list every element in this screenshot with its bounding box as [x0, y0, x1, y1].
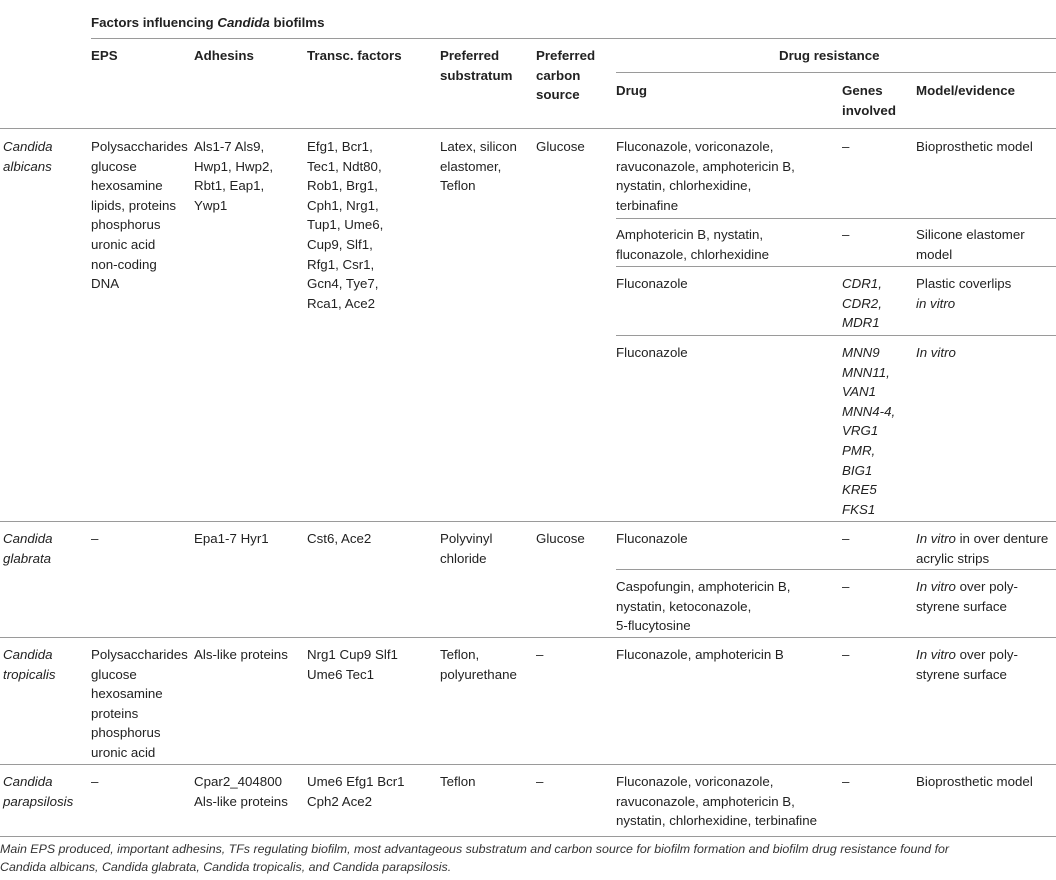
- albicans-eps: Polysaccharides glucose hexosamine lipids, proteins phosphorus uronic acid non-coding DNA: [91, 139, 188, 292]
- tropicalis-model-1: In vitro over poly- styrene surface: [916, 647, 1018, 682]
- albicans-genes-3: CDR1, CDR2, MDR1: [842, 276, 882, 331]
- parapsilosis-model-1: Bioprosthetic model: [916, 774, 1033, 789]
- header-drug: Drug: [616, 83, 648, 98]
- albicans-substratum: Latex, silicon elastomer, Teflon: [440, 139, 517, 194]
- header-transcription-factors: Transc. factors: [307, 48, 402, 63]
- albicans-drug-4: Fluconazole: [616, 345, 688, 360]
- albicans-transcription-factors: Efg1, Bcr1, Tec1, Ndt80, Rob1, Brg1, Cph1, Nrg1, Tup1, Ume6, Cup9, Slf1, Rfg1, Csr1, Gcn4, Tye7, Rca1, Ace2: [307, 139, 384, 311]
- glabrata-drug-1: Fluconazole: [616, 531, 688, 546]
- rule-header-bottom: [0, 128, 1056, 129]
- glabrata-genes-2: –: [842, 579, 850, 594]
- parapsilosis-transcription-factors: Ume6 Efg1 Bcr1 Cph2 Ace2: [307, 774, 405, 809]
- parapsilosis-eps: –: [91, 774, 99, 789]
- tropicalis-adhesins: Als-like proteins: [194, 647, 288, 662]
- header-genes: Genes involved: [842, 83, 896, 118]
- rule-albicans-end: [0, 521, 1056, 522]
- header-eps: EPS: [91, 48, 118, 63]
- rule-albicans-sub-1: [616, 218, 1056, 219]
- albicans-model-4: In vitro: [916, 345, 956, 360]
- parapsilosis-substratum: Teflon: [440, 774, 476, 789]
- tropicalis-genes-1: –: [842, 647, 850, 662]
- albicans-model-2: Silicone elastomer model: [916, 227, 1025, 262]
- glabrata-carbon-source: Glucose: [536, 531, 585, 546]
- rule-glabrata-end: [0, 637, 1056, 638]
- header-drug-resistance: Drug resistance: [779, 48, 880, 63]
- glabrata-adhesins: Epa1-7 Hyr1: [194, 531, 269, 546]
- tropicalis-drug-1: Fluconazole, amphotericin B: [616, 647, 784, 662]
- header-substratum: Preferred substratum: [440, 48, 513, 83]
- albicans-genes-2: –: [842, 227, 850, 242]
- tropicalis-transcription-factors: Nrg1 Cup9 Slf1 Ume6 Tec1: [307, 647, 398, 682]
- parapsilosis-drug-1: Fluconazole, voriconazole, ravuconazole, amphotericin B, nystatin, chlorhexidine, terbinafine: [616, 774, 818, 829]
- glabrata-transcription-factors: Cst6, Ace2: [307, 531, 372, 546]
- header-carbon-source: Preferred carbon source: [536, 48, 596, 103]
- species-albicans: Candida albicans: [3, 139, 53, 174]
- albicans-model-1: Bioprosthetic model: [916, 139, 1033, 154]
- parapsilosis-adhesins: Cpar2_404800 Als-like proteins: [194, 774, 288, 809]
- rule-albicans-sub-2: [616, 266, 1056, 267]
- header-adhesins: Adhesins: [194, 48, 254, 63]
- albicans-drug-3: Fluconazole: [616, 276, 688, 291]
- parapsilosis-carbon-source: –: [536, 774, 544, 789]
- glabrata-eps: –: [91, 531, 99, 546]
- species-glabrata: Candida glabrata: [3, 531, 53, 566]
- header-model: Model/evidence: [916, 83, 1016, 98]
- tropicalis-substratum: Teflon, polyurethane: [440, 647, 517, 682]
- rule-tropicalis-end: [0, 764, 1056, 765]
- albicans-drug-1: Fluconazole, voriconazole, ravuconazole, amphotericin B, nystatin, chlorhexidine, terbinafine: [616, 139, 795, 213]
- species-parapsilosis: Candida parapsilosis: [3, 774, 74, 809]
- tropicalis-eps: Polysaccharides glucose hexosamine proteins phosphorus uronic acid: [91, 647, 188, 760]
- species-tropicalis: Candida tropicalis: [3, 647, 56, 682]
- tropicalis-carbon-source: –: [536, 647, 544, 662]
- rule-glabrata-sub-1: [616, 569, 1056, 570]
- albicans-genes-4: MNN9 MNN11, VAN1 MNN4-4, VRG1 PMR, BIG1 KRE5 FKS1: [842, 345, 896, 517]
- glabrata-genes-1: –: [842, 531, 850, 546]
- glabrata-substratum: Polyvinyl chloride: [440, 531, 493, 566]
- parapsilosis-genes-1: –: [842, 774, 850, 789]
- group-header: Factors influencing Candida biofilms: [91, 15, 325, 30]
- albicans-adhesins: Als1-7 Als9, Hwp1, Hwp2, Rbt1, Eap1, Ywp1: [194, 139, 274, 213]
- albicans-genes-1: –: [842, 139, 850, 154]
- table-caption: Main EPS produced, important adhesins, TFs regulating biofilm, most advantageous substratum and carbon source for biofilm formation and biofilm drug resistance found for Candida albicans, Candida glabrata, Candida tropicalis, and Candida parapsilosis.: [0, 842, 950, 874]
- rule-group: [91, 38, 1056, 39]
- glabrata-model-2: In vitro over poly- styrene surface: [916, 579, 1018, 614]
- albicans-model-3: Plastic coverlips in vitro: [916, 276, 1012, 311]
- rule-table-end: [0, 836, 1056, 837]
- albicans-carbon-source: Glucose: [536, 139, 585, 154]
- glabrata-drug-2: Caspofungin, amphotericin B, nystatin, ketoconazole, 5-flucytosine: [616, 579, 791, 634]
- rule-drug-resistance: [616, 72, 1056, 73]
- albicans-drug-2: Amphotericin B, nystatin, fluconazole, chlorhexidine: [616, 227, 770, 262]
- glabrata-model-1: In vitro in over denture acrylic strips: [916, 531, 1049, 566]
- rule-albicans-sub-3: [616, 335, 1056, 336]
